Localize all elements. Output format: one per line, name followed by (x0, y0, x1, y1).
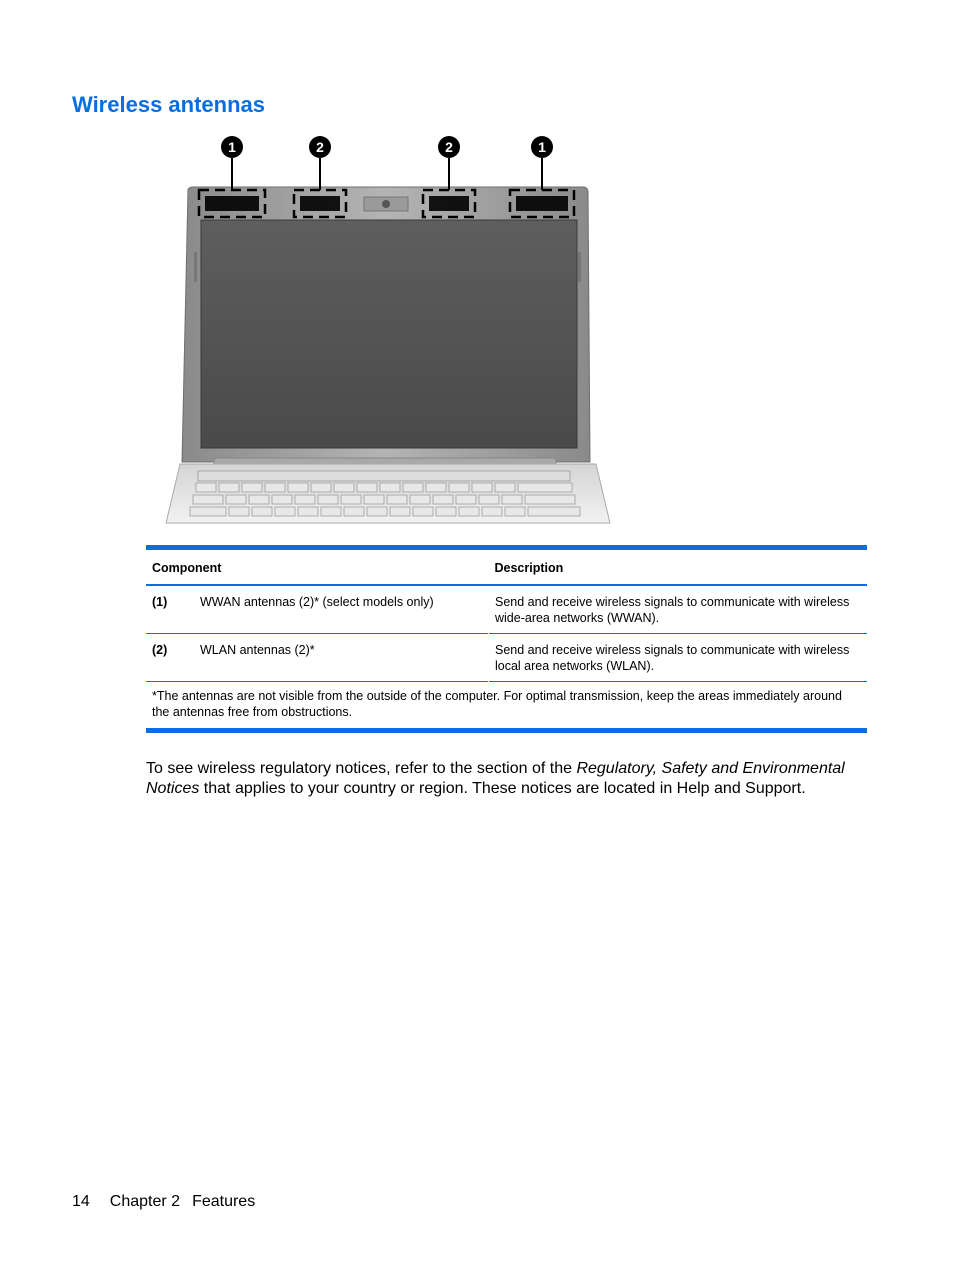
header-component: Component (152, 561, 222, 575)
footer-chapter: Chapter 2 (109, 1193, 181, 1210)
row-component: WWAN antennas (2)* (select models only) (200, 595, 434, 609)
callout-1-left (221, 136, 243, 158)
row-number: (2) (152, 643, 168, 657)
laptop-antenna-figure (150, 130, 630, 535)
page-footer (72, 1193, 255, 1211)
svg-text:2: 2 (316, 139, 324, 155)
laptop-illustration (150, 130, 630, 535)
svg-text:1: 1 (228, 139, 236, 155)
paragraph-text-after: that applies to your country or region. These notices are located in Help and Support. (199, 779, 806, 797)
paragraph-text-before: To see wireless regulatory notices, refer to the section of the (146, 760, 577, 777)
row-description: Send and receive wireless signals to communicate with wireless local area networks (WLAN). (489, 634, 868, 682)
table-header-row (146, 548, 867, 586)
svg-text:1: 1 (538, 139, 546, 155)
header-description: Description (494, 561, 564, 575)
table-row (146, 634, 867, 682)
component-table (146, 545, 867, 733)
footer-section: Features (192, 1193, 256, 1210)
paragraph-document-title: Regulatory, Safety and Environmental Notices (146, 760, 845, 797)
row-number: (1) (152, 595, 168, 609)
page-title: Wireless antennas (72, 92, 265, 117)
callout-1-right (531, 136, 553, 158)
table-row (146, 585, 867, 634)
page-number: 14 (72, 1193, 90, 1210)
row-description: Send and receive wireless signals to communicate with wireless wide-area networks (WWAN). (489, 585, 868, 634)
table-footnote: *The antennas are not visible from the outside of the computer. For optimal transmission, keep the areas immediately around the antennas free from obstructions. (152, 689, 842, 719)
table-footnote-row (146, 682, 867, 731)
regulatory-paragraph (146, 759, 866, 798)
row-component: WLAN antennas (2)* (200, 643, 315, 657)
svg-text:2: 2 (445, 139, 453, 155)
callout-2-right (438, 136, 460, 158)
leader-lines (232, 158, 542, 190)
callout-2-left (309, 136, 331, 158)
